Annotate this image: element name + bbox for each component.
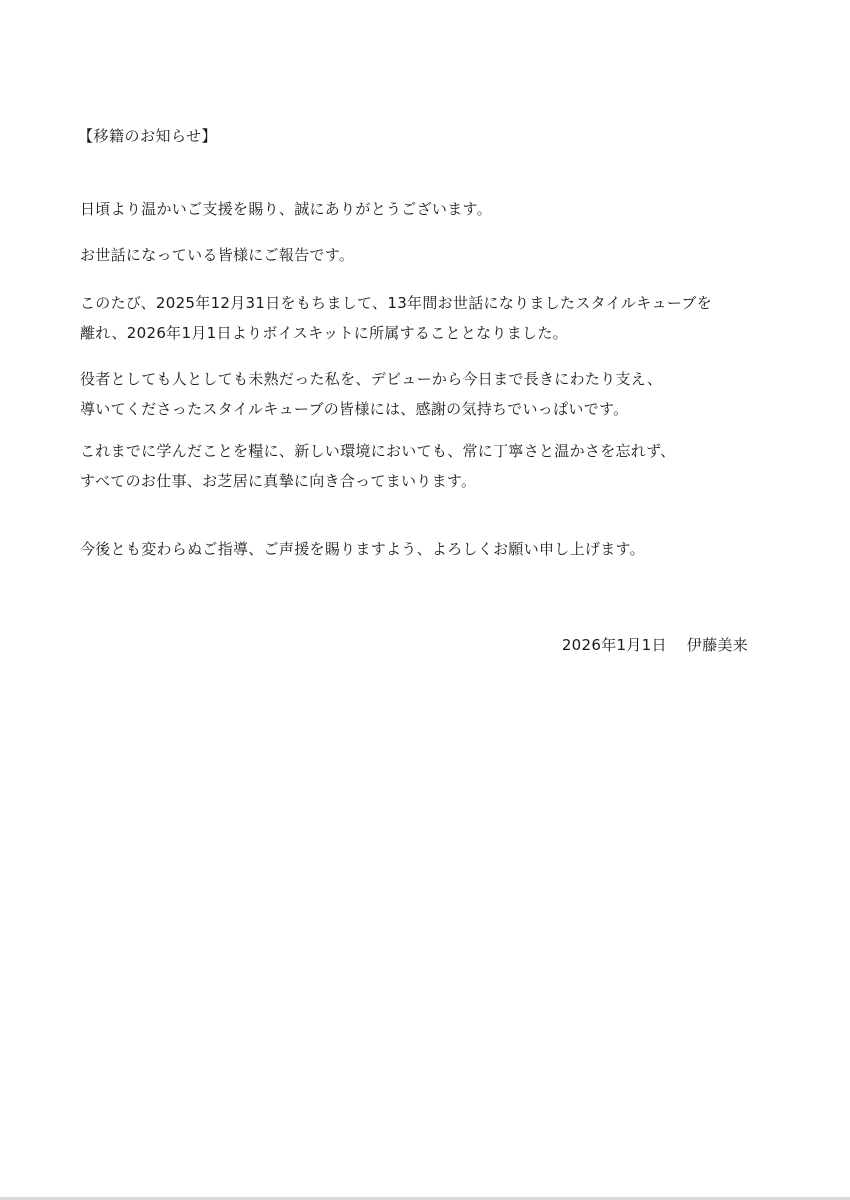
paragraph-closing bbox=[80, 534, 645, 564]
signature-name: 伊藤美来 bbox=[686, 636, 748, 654]
paragraph-line: 日頃より温かいご支援を賜り、誠にありがとうございます。 bbox=[80, 200, 492, 218]
paragraph-line: 役者としても人としても未熟だった私を、デビューから今日まで長きにわたり支え、 bbox=[80, 370, 663, 388]
paragraph-line: 導いてくださったスタイルキューブの皆様には、感謝の気持ちでいっぱいです。 bbox=[80, 400, 629, 418]
paragraph-line: 今後とも変わらぬご指導、ご声援を賜りますよう、よろしくお願い申し上げます。 bbox=[80, 540, 645, 558]
paragraph-line: すべてのお仕事、お芝居に真摯に向き合ってまいります。 bbox=[80, 472, 477, 490]
paragraph-gratitude bbox=[80, 364, 662, 424]
page-title: 【移籍のお知らせ】 bbox=[78, 127, 218, 145]
paragraph-line: このたび、2025年12月31日をもちまして、13年間お世話になりましたスタイルキューブを bbox=[80, 294, 712, 312]
paragraph-report bbox=[80, 240, 354, 270]
paragraph-greeting bbox=[80, 194, 492, 224]
paragraph-line: お世話になっている皆様にご報告です。 bbox=[80, 246, 355, 264]
signature-date: 2026年1月1日 bbox=[561, 636, 667, 654]
paragraph-transfer bbox=[80, 288, 712, 348]
paragraph-resolve bbox=[80, 436, 676, 496]
paragraph-line: これまでに学んだことを糧に、新しい環境においても、常に丁寧さと温かさを忘れず、 bbox=[80, 442, 676, 460]
paragraph-line: 離れ、2026年1月1日よりボイスキットに所属することとなりました。 bbox=[80, 324, 568, 342]
signature bbox=[562, 633, 748, 657]
